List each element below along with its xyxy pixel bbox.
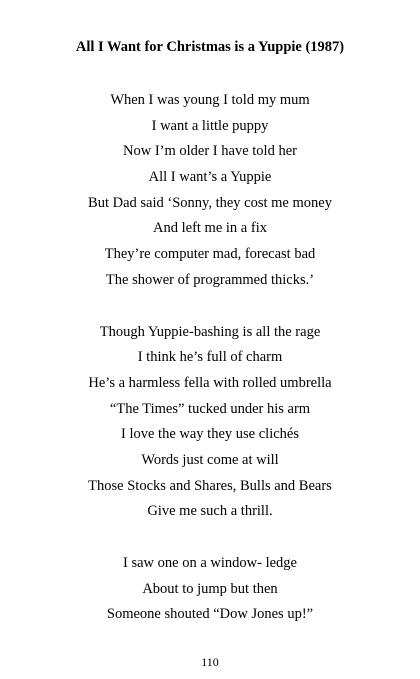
poem-line: I think he’s full of charm	[137, 349, 283, 366]
poem-line: I love the way they use clichés	[121, 426, 299, 443]
poem-line: I want a little puppy	[151, 117, 269, 134]
stanza-3	[0, 551, 420, 628]
poem-line: And left me in a fix	[153, 220, 267, 237]
poem-body	[0, 88, 420, 654]
poem-line: All I want’s a Yuppie	[148, 169, 272, 186]
poem-line: About to jump but then	[142, 580, 278, 597]
poem-line: When I was young I told my mum	[110, 92, 310, 108]
poem-line: Give me such a thrill.	[147, 503, 273, 520]
poem-line: But Dad said ‘Sonny, they cost me money	[88, 194, 332, 211]
poem-line: He’s a harmless fella with rolled umbrella	[88, 374, 332, 391]
poem-line: Now I’m older I have told her	[123, 143, 297, 160]
poem-line: They’re computer mad, forecast bad	[104, 246, 316, 263]
poem-line: “The Times” tucked under his arm	[109, 400, 311, 417]
poem-line: Words just come at will	[141, 451, 279, 468]
poem-title: All I Want for Christmas is a Yuppie (1987)	[75, 39, 345, 55]
stanza-2	[0, 320, 420, 526]
page-number: 110	[201, 655, 219, 669]
poem-line: The shower of programmed thicks.’	[105, 271, 315, 288]
poem-line: Someone shouted “Dow Jones up!”	[106, 606, 314, 623]
stanza-1	[0, 88, 420, 294]
poem-line: Though Yuppie-bashing is all the rage	[99, 323, 321, 340]
poem-line: I saw one on a window- ledge	[123, 555, 297, 571]
poem-line: Those Stocks and Shares, Bulls and Bears	[88, 477, 332, 494]
